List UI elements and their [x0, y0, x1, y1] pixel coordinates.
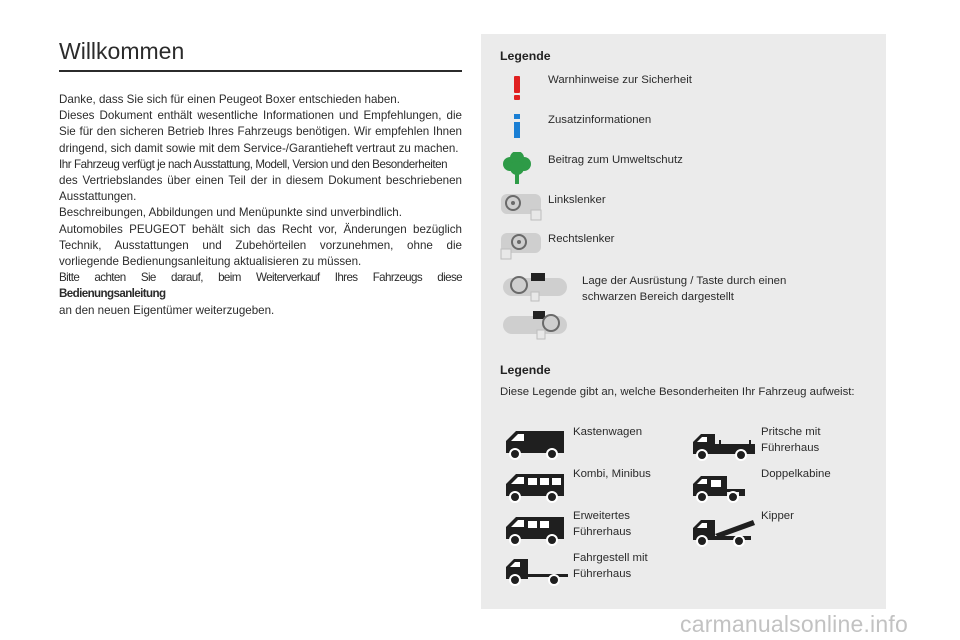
vehicle-label-double-cab [761, 466, 831, 482]
legend-item-warning [481, 72, 886, 108]
page-title: Willkommen [59, 38, 185, 64]
tipper-icon [689, 512, 759, 548]
legend-item-label: Linkslenker [548, 194, 606, 206]
intro-paragraph: Dieses Dokument enthält wesentliche Informationen und Empfehlungen, die Sie für den sicheren Betrieb Ihres Fahrzeugs benötigen. Wir empfehlen Ihnen dringend, sich damit sowie mit dem Service-/Garantieheft vertraut zu machen. [59, 109, 462, 155]
dashboard-rhd-icon [501, 310, 571, 340]
vehicle-label-line: Kombi, Minibus [573, 468, 651, 480]
info-icon [497, 112, 537, 148]
intro-text [59, 92, 462, 319]
double-cab-icon [689, 472, 759, 504]
intro-paragraph: Danke, dass Sie sich für einen Peugeot Boxer entschieden haben. [59, 93, 400, 106]
equipment-location-line: schwarzen Bereich dargestellt [582, 291, 734, 303]
legend-subtitle: Diese Legende gibt an, welche Besonderheiten Ihr Fahrzeug aufweist: [500, 386, 855, 398]
left-hand-drive-icon [497, 192, 537, 228]
legend-heading: Legende [500, 49, 551, 63]
vehicle-label-extended-cab [573, 508, 631, 541]
vehicle-label-line: Doppelkabine [761, 468, 831, 480]
vehicle-label-minibus [573, 466, 651, 482]
right-hand-drive-icon [497, 231, 537, 267]
exclamation-icon [497, 72, 537, 108]
legend-panel [481, 34, 886, 609]
minibus-icon [502, 470, 572, 504]
vehicle-label-pickup [761, 424, 821, 457]
watermark: carmanualsonline.info [680, 611, 908, 637]
vehicle-label-line: Kastenwagen [573, 426, 643, 438]
vehicle-label-chassis-cab [573, 550, 648, 583]
legend-item-info [481, 112, 886, 148]
vehicle-label-line: Fahrgestell mit [573, 552, 648, 564]
handover-text: Bitte achten Sie darauf, beim Weiterverkauf Ihres Fahrzeugs diese [59, 271, 462, 285]
intro-paragraph: Automobiles PEUGEOT behält sich das Recht vor, Änderungen bezüglich Technik, Ausstattungen und Zubehörteilen vorzunehmen, ohne die vorliegende Bedienungsanleitung aktualisieren zu müssen. [59, 222, 462, 269]
vehicle-label-line: Kipper [761, 510, 794, 522]
extended-cab-icon [502, 513, 572, 547]
vehicle-label-line: Führerhaus [573, 526, 632, 539]
manual-keyword: Bedienungsanleitung [59, 287, 166, 301]
intro-paragraph: des Vertriebslandes über einen Teil der in diesem Dokument beschriebenen Ausstattungen. [59, 174, 462, 204]
intro-paragraph: Beschreibungen, Abbildungen und Menüpunkte sind unverbindlich. [59, 206, 402, 220]
legend-item-label: Warnhinweise zur Sicherheit [548, 74, 692, 86]
dashboard-lhd-icon [501, 272, 571, 302]
intro-paragraph: Ihr Fahrzeug verfügt je nach Ausstattung, Modell, Version und den Besonderheiten [59, 157, 448, 171]
legend-item-rhd [481, 231, 886, 267]
intro-paragraph [59, 270, 462, 302]
vehicle-label-van [573, 424, 642, 440]
legend-item-lhd [481, 192, 886, 228]
van-icon [502, 427, 572, 461]
legend-heading: Legende [500, 363, 551, 377]
vehicle-label-tipper [761, 508, 794, 524]
equipment-location-line: Lage der Ausrüstung / Taste durch einen [582, 275, 787, 287]
vehicle-label-line: Führerhaus [573, 568, 632, 581]
tree-icon [497, 152, 537, 188]
vehicle-label-line: Erweitertes [573, 510, 630, 522]
vehicle-label-line: Führerhaus [761, 442, 820, 455]
legend-item-environment [481, 152, 886, 188]
equipment-location-note [582, 273, 786, 305]
legend-item-label: Beitrag zum Umweltschutz [548, 154, 683, 166]
pickup-icon [689, 430, 759, 462]
chassis-cab-icon [502, 555, 572, 587]
title-divider [59, 70, 462, 72]
vehicle-label-line: Pritsche mit [761, 426, 821, 438]
intro-paragraph: an den neuen Eigentümer weiterzugeben. [59, 303, 275, 317]
legend-item-label: Rechtslenker [548, 233, 615, 245]
legend-item-label: Zusatzinformationen [548, 114, 652, 126]
